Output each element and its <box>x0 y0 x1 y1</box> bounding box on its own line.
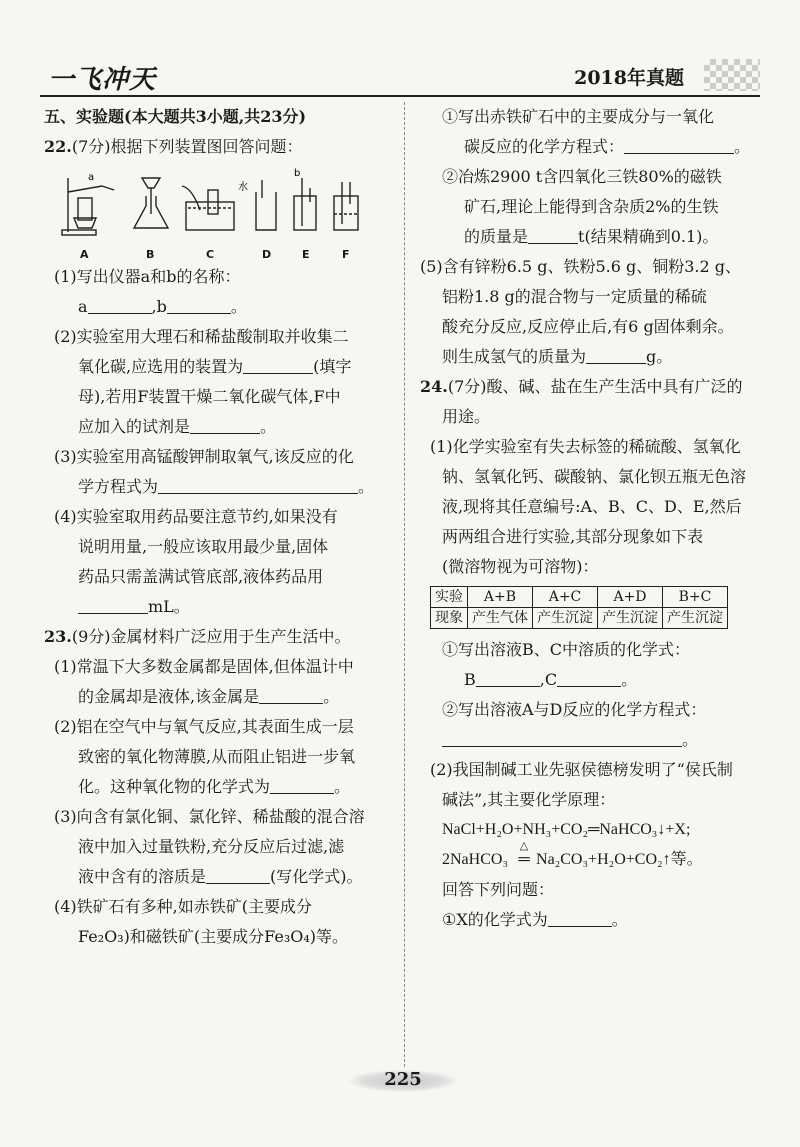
punct: 。 <box>230 297 247 316</box>
text: 氧化碳,应选用的装置为 <box>78 357 244 376</box>
label-c: C <box>206 248 215 261</box>
text: ,C <box>539 670 558 689</box>
table-cell: 产生沉淀 <box>533 608 598 629</box>
text: 则生成氢气的质量为 <box>442 347 587 366</box>
apparatus-labels <box>58 240 378 261</box>
q23-p5-l1: (5)含有锌粉6.5 g、铁粉5.6 g、铜粉3.2 g、 <box>420 257 741 276</box>
label-e: E <box>302 248 310 261</box>
answer-blank[interactable] <box>243 355 313 374</box>
answer-blank[interactable] <box>624 135 734 154</box>
table-row <box>431 608 728 629</box>
text: (写化学式)。 <box>270 867 363 886</box>
q23-p3-l3 <box>44 862 394 892</box>
text: 化。这种氧化物的化学式为 <box>78 777 271 796</box>
label-d: D <box>262 248 272 261</box>
reaction-table <box>430 586 728 629</box>
q22-number: 22. <box>44 137 72 156</box>
year-title: 2018年真题 <box>574 67 684 89</box>
table-row <box>431 587 728 608</box>
q22-p2-l3: 母),若用F装置干燥二氧化碳气体,F中 <box>78 387 341 406</box>
answer-blank[interactable] <box>557 668 621 687</box>
q24-s1-answers <box>420 665 760 695</box>
table-cell: 现象 <box>431 608 468 629</box>
table-cell: A+B <box>468 587 533 608</box>
brand-logo: 一飞冲天 <box>48 65 157 95</box>
q24-stem <box>420 372 760 402</box>
q22-a-label: a <box>78 297 88 316</box>
q23-stem <box>44 622 394 652</box>
text: 的质量是 <box>464 227 529 246</box>
answer-blank[interactable] <box>476 668 540 687</box>
q24-number: 24. <box>420 377 448 396</box>
apparatus-drawing <box>58 168 378 240</box>
answer-blank[interactable] <box>88 295 152 314</box>
q24-p1-l1: (1)化学实验室有失去标签的稀硫酸、氢氧化 <box>430 437 741 456</box>
text: 的金属却是液体,该金属是 <box>78 687 260 706</box>
punct: 。 <box>682 730 699 749</box>
q23-number: 23. <box>44 627 72 646</box>
q23-p4-l1: (4)铁矿石有多种,如赤铁矿(主要成分 <box>54 897 312 916</box>
table-cell: 产生沉淀 <box>663 608 728 629</box>
q22-p4-l1: (4)实验室取用药品要注意节约,如果没有 <box>54 507 338 526</box>
apparatus-figure <box>44 168 394 260</box>
answer-blank[interactable] <box>586 345 646 364</box>
q24-p1-l5: (微溶物视为可溶物)： <box>442 557 599 576</box>
equation-1: NaCl+H₂O+NH₃+CO₂═NaHCO₃↓+X; <box>442 821 691 838</box>
q22-p3-l2 <box>44 472 394 502</box>
q23-p3-l2: 液中加入过量铁粉,充分反应后过滤,滤 <box>78 837 345 856</box>
text: 学方程式为 <box>78 477 159 496</box>
q22-p2-l1: (2)实验室用大理石和稀盐酸制取并收集二 <box>54 327 349 346</box>
q24-s3 <box>420 905 760 935</box>
q23-p2-l3 <box>44 772 394 802</box>
left-column <box>44 102 394 952</box>
text: 碳反应的化学方程式： <box>464 137 625 156</box>
q23-p5-l3: 酸充分反应,反应停止后,有6 g固体剩余。 <box>442 317 734 336</box>
table-cell: B+C <box>663 587 728 608</box>
q23-r1-l2 <box>420 132 760 162</box>
right-column <box>420 102 760 935</box>
q23-r1-l1: ①写出赤铁矿石中的主要成分与一氧化 <box>442 107 715 126</box>
eq2-rhs: Na₂CO₃+H₂O+CO₂↑等。 <box>536 851 703 868</box>
q24-s2-answer <box>420 725 760 755</box>
eq2-condition: △ <box>519 840 529 852</box>
q24-p2-l2: 碱法”,其主要化学原理： <box>442 790 616 809</box>
table-cell: A+D <box>598 587 663 608</box>
answer-blank[interactable] <box>259 685 323 704</box>
q23-p2-l1: (2)铝在空气中与氧气反应,其表面生成一层 <box>54 717 354 736</box>
punct: 。 <box>611 910 628 929</box>
q23-stem-text: (9分)金属材料广泛应用于生产生活中。 <box>71 627 351 646</box>
label-b: B <box>146 248 155 261</box>
q23-r2-l3 <box>420 222 760 252</box>
q24-s1: ①写出溶液B、C中溶质的化学式： <box>442 640 691 659</box>
q22-p2-l4 <box>44 412 394 442</box>
q22-b-label: ,b <box>151 297 167 316</box>
text: 应加入的试剂是 <box>78 417 191 436</box>
answer-blank[interactable] <box>78 595 148 614</box>
page-header <box>40 55 760 97</box>
mark-b: b <box>294 168 301 179</box>
q22-p3-l1: (3)实验室用高锰酸钾制取氧气,该反应的化 <box>54 447 354 466</box>
equation-2 <box>420 840 760 875</box>
q24-p1-l4: 两两组合进行实验,其部分现象如下表 <box>442 527 704 546</box>
mark-a: a <box>88 172 95 183</box>
answer-blank[interactable] <box>206 865 270 884</box>
text: mL。 <box>148 597 190 616</box>
table-cell: 实验 <box>431 587 468 608</box>
text: B <box>464 670 476 689</box>
punct: 。 <box>334 777 351 796</box>
answer-blank[interactable] <box>167 295 231 314</box>
eq2-lhs: 2NaHCO₃ <box>442 851 509 868</box>
answer-blank[interactable] <box>158 475 358 494</box>
q22-p4-l2: 说明用量,一般应该取用最少量,固体 <box>78 537 329 556</box>
label-f: F <box>342 248 350 261</box>
punct: 。 <box>358 477 375 496</box>
q22-p2-l2 <box>44 352 394 382</box>
punct: 。 <box>323 687 340 706</box>
q22-p1-answers <box>44 292 394 322</box>
q24-p1-l2: 钠、氢氧化钙、碳酸钠、氯化钡五瓶无色溶 <box>442 467 747 486</box>
page-number: 225 <box>358 1066 448 1094</box>
q23-r2-l1: ②冶炼2900 t含四氧化三铁80%的磁铁 <box>442 167 722 186</box>
q22-stem-text: (7分)根据下列装置图回答问题： <box>71 137 303 156</box>
q24-stem-l2: 用途。 <box>442 407 491 426</box>
q24-p1-l3: 液,现将其任意编号:A、B、C、D、E,然后 <box>442 497 742 516</box>
checker-decoration <box>704 59 760 91</box>
text: ①X的化学式为 <box>442 910 548 929</box>
q22-p4-l4 <box>44 592 394 622</box>
q24-p2-l1: (2)我国制碱工业先驱侯德榜发明了“侯氏制 <box>430 760 733 779</box>
answer-blank[interactable] <box>442 728 682 747</box>
section-title: 五、实验题(本大题共3小题,共23分) <box>44 107 307 126</box>
q22-p1: (1)写出仪器a和b的名称： <box>54 267 241 286</box>
answer-blank[interactable] <box>190 415 260 434</box>
q23-r2-l2: 矿石,理论上能得到含杂质2%的生铁 <box>464 197 719 216</box>
q23-p1-l1: (1)常温下大多数金属都是固体,但体温计中 <box>54 657 354 676</box>
q23-p2-l2: 致密的氧化物薄膜,从而阻止铝进一步氧 <box>78 747 356 766</box>
table-cell: 产生气体 <box>468 608 533 629</box>
table-cell: 产生沉淀 <box>598 608 663 629</box>
q23-p5-l2: 铝粉1.8 g的混合物与一定质量的稀硫 <box>442 287 707 306</box>
answer-blank[interactable] <box>270 775 334 794</box>
q23-p4-l2: Fe₂O₃)和磁铁矿(主要成分Fe₃O₄)等。 <box>78 927 349 946</box>
column-divider <box>404 102 405 1067</box>
answer-blank[interactable] <box>528 225 578 244</box>
q24-s2: ②写出溶液A与D反应的化学方程式： <box>442 700 707 719</box>
eq2-arrow: △ ═ <box>512 845 536 875</box>
punct: 。 <box>734 137 751 156</box>
table-cell: A+C <box>533 587 598 608</box>
punct: 。 <box>621 670 638 689</box>
text: t(结果精确到0.1)。 <box>578 227 719 246</box>
text: (填字 <box>313 357 352 376</box>
q23-p1-l2 <box>44 682 394 712</box>
mark-water: 水 <box>238 182 248 193</box>
q24-ask: 回答下列问题： <box>442 880 555 899</box>
label-a: A <box>80 248 89 261</box>
punct: 。 <box>260 417 277 436</box>
answer-blank[interactable] <box>548 908 612 927</box>
q22-p4-l3: 药品只需盖满试管底部,液体药品用 <box>78 567 324 586</box>
q23-p5-l4 <box>420 342 760 372</box>
text: 液中含有的溶质是 <box>78 867 207 886</box>
q22-stem <box>44 132 394 162</box>
text: g。 <box>646 347 673 366</box>
q24-stem-text: (7分)酸、碱、盐在生产生活中具有广泛的 <box>447 377 743 396</box>
q23-p3-l1: (3)向含有氯化铜、氯化锌、稀盐酸的混合溶 <box>54 807 365 826</box>
